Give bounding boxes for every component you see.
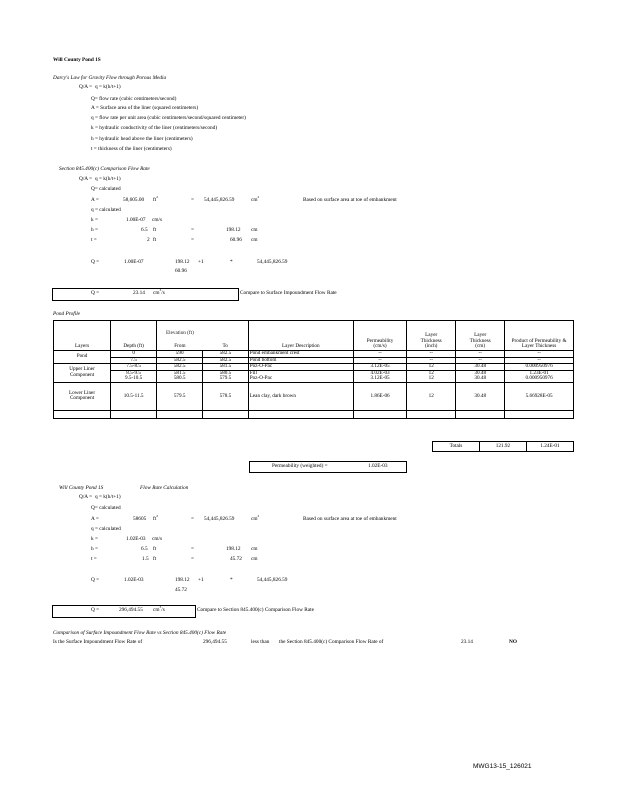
cell-desc: Poz-O-Pac	[248, 376, 353, 382]
page-title: Will County Pond 1S	[53, 57, 101, 63]
s1-h-unit: ft	[153, 227, 157, 233]
weighted-value: 1.02E-03	[368, 463, 388, 469]
s1-Q-star: *	[230, 259, 233, 265]
cell-thick-cm: 30.48	[456, 382, 505, 410]
cell-product: 0.000950976	[505, 364, 574, 371]
cell-perm: 3.12E-05	[353, 364, 406, 371]
s1-result-unit: $cm^3/s$	[153, 288, 165, 296]
header-permeability	[353, 321, 406, 351]
s1-A-cm-unit: $cm^2$	[251, 195, 260, 203]
cell-thick-cm: --	[456, 351, 505, 358]
profile-heading: Pond Profile	[53, 311, 81, 317]
header-thick-in-text: Layer Thickness (inch)	[420, 332, 442, 350]
header-thick-in	[407, 321, 456, 351]
s1-h-label: h =	[91, 227, 98, 233]
s2-q-calculated: Q= calculated	[91, 505, 121, 511]
darcy-def-A: A = Surface area of the liner (squared centimeters)	[91, 105, 199, 111]
s1-qa-right: q = k(h/t+1)	[95, 176, 121, 182]
s1-A-equals: =	[191, 197, 194, 203]
s2-Q-h: 198.12	[175, 577, 190, 583]
cell-desc: Pond bottom	[248, 357, 353, 364]
header-description: Layer Description	[248, 321, 353, 351]
cell-from: 580.5	[157, 376, 203, 382]
s1-Q-label: Q =	[91, 259, 100, 265]
layer-group-lower-text: Lower Liner Component	[69, 389, 96, 402]
cell-desc: Lean clay, dark brown	[248, 382, 353, 410]
s2-A-note: Based on surface area at toe of embankment	[303, 516, 397, 522]
s1-h-equals: =	[191, 227, 194, 233]
s2-h-unit: ft	[153, 546, 157, 552]
s1-Q-t: 60.96	[175, 268, 187, 274]
footer-document-id: MWG13-15_126021	[473, 763, 532, 770]
s1-result-note: Compare to Surface Impoundment Flow Rate	[240, 290, 337, 296]
s2-k-unit: cm/s	[152, 536, 163, 542]
darcy-formula-right: q = k(h/t+1)	[95, 84, 121, 90]
s1-Q-k: 1.00E-07	[124, 259, 144, 265]
cell-product: 5.66928E-05	[505, 382, 574, 410]
s1-Q-A: 54,445,826.59	[257, 259, 288, 265]
s2-t-value: 1.5	[142, 556, 149, 562]
s2-Q-plus: +1	[198, 577, 204, 583]
darcy-def-Q: Q= flow rate (cubic centimeters/second)	[91, 96, 177, 102]
cell-to: 582.5	[203, 351, 249, 358]
s2-q-label: q = calculated	[91, 526, 121, 532]
s1-t-cm: 60.96	[230, 237, 242, 243]
table-row	[54, 382, 574, 410]
s2-h-cmunit: cm	[251, 546, 258, 552]
s2-qa-right: q = k(h/t+1)	[95, 494, 121, 500]
cell-from: 581.5	[157, 370, 203, 376]
s2-result-label: Q =	[91, 607, 100, 613]
cell-from: 590	[157, 351, 203, 358]
darcy-def-q: q = flow rate per unit area (cubic centimeters/second/squared centimeter)	[91, 115, 246, 121]
s2-A-label: A =	[91, 516, 99, 522]
cell-to: 579.5	[203, 376, 249, 382]
comparison-heading: Comparison of Surface Impoundment Flow Rate vs Section 845.400(c) Flow Rate	[53, 630, 227, 636]
cell-thick-in: --	[407, 351, 456, 358]
table-row-blank	[54, 410, 574, 418]
cell-thick-in: 12	[407, 382, 456, 410]
header-permeability-text: Permeability (cm/s)	[366, 337, 394, 350]
darcy-def-k: k = hydraulic conductivity of the liner (centimeters/second)	[91, 125, 218, 131]
darcy-formula-left: Q/A =	[79, 84, 93, 90]
cell-desc: Poz-O-Pac	[248, 364, 353, 371]
section2-heading-right: Flow Rate Calculation	[140, 485, 189, 491]
layer-group-upper	[54, 364, 111, 383]
s1-result-value: 23.14	[133, 290, 145, 296]
cell-perm: --	[353, 351, 406, 358]
s2-qa-left: Q/A =	[79, 494, 93, 500]
cell-to: 578.5	[203, 382, 249, 410]
s1-q-calculated: Q= calculated	[91, 186, 121, 192]
cell-depth: 10.5-11.5	[111, 382, 157, 410]
weighted-label: Permeability (weighted) =	[272, 463, 328, 469]
s1-h-value: 6.5	[141, 227, 148, 233]
s1-A-cm-value: 54,445,826.59	[204, 197, 235, 203]
layer-group-lower	[54, 382, 111, 410]
cell-from: 579.5	[157, 382, 203, 410]
s1-Q-plus: +1	[198, 259, 204, 265]
s2-h-label: h =	[91, 546, 98, 552]
s1-k-unit: cm/s	[152, 217, 163, 223]
s2-t-cmunit: cm	[251, 556, 258, 562]
cell-thick-in: --	[407, 357, 456, 364]
s2-t-label: t =	[91, 556, 97, 562]
s2-k-value: 1.02E-03	[126, 536, 146, 542]
s1-A-unit: $ft^2$	[153, 195, 158, 203]
s1-t-cmunit: cm	[251, 237, 258, 243]
comparison-middle: the Section 845.400(c) Comparison Flow Rate of	[279, 639, 384, 645]
comparison-question: Is the Surface Impoundment Flow Rate of	[53, 639, 143, 645]
s1-qa-left: Q/A =	[79, 176, 93, 182]
s2-Q-star: *	[230, 577, 233, 583]
cell-perm: 3.12E-05	[353, 376, 406, 382]
cell-product: 1.23E-01	[505, 370, 574, 376]
cell-depth: 7.5-8.5	[111, 364, 157, 371]
s1-t-value: 2	[147, 237, 150, 243]
section1-heading: Section 845.400(c) Comparison Flow Rate	[59, 166, 150, 172]
cell-product: --	[505, 357, 574, 364]
cell-thick-in: 12	[407, 364, 456, 371]
layer-group-upper-text: Upper Liner Component	[69, 366, 95, 379]
s2-A-cm-value: 54,445,826.59	[204, 516, 235, 522]
s2-Q-t: 45.72	[175, 587, 187, 593]
s2-k-label: k =	[91, 536, 98, 542]
s2-h-value: 6.5	[141, 546, 148, 552]
s2-Q-A: 54,445,826.59	[257, 577, 288, 583]
s2-Q-label: Q =	[91, 577, 100, 583]
header-product-text: Product of Permeability & Layer Thickness	[511, 337, 567, 350]
totals-label: Totals	[433, 442, 480, 452]
cell-desc: Pond embankment crest	[248, 351, 353, 358]
cell-thick-cm: 30.48	[456, 370, 505, 376]
comparison-less-than: less than	[251, 639, 270, 645]
s2-A-value: 58605	[133, 516, 147, 522]
s1-result-box	[52, 288, 239, 301]
s1-A-value: 58,605.00	[123, 197, 145, 203]
cell-perm: 1.86E-06	[353, 382, 406, 410]
header-from: From	[174, 343, 186, 350]
s2-A-equals: =	[191, 516, 194, 522]
comparison-value1: 296,494.55	[203, 639, 227, 645]
cell-perm: --	[353, 357, 406, 364]
comparison-answer: NO	[509, 639, 517, 645]
darcy-def-h: h = hydraulic head above the liner (centimeters)	[91, 136, 193, 142]
s1-Q-h: 198.12	[175, 259, 190, 265]
s2-result-note: Compare to Section 845.400(c) Comparison Flow Rate	[197, 607, 314, 613]
comparison-value2: 23.14	[461, 639, 473, 645]
header-elevation: Elevation (ft)	[166, 329, 194, 336]
header-layers: Layers	[54, 321, 111, 351]
cell-thick-in: 12	[407, 370, 456, 376]
s1-t-unit: ft	[153, 237, 157, 243]
s1-result-label: Q =	[91, 290, 100, 296]
cell-depth: 7.5	[111, 357, 157, 364]
cell-thick-cm: 30.48	[456, 376, 505, 382]
s1-A-label: A =	[91, 197, 99, 203]
cell-thick-in: 12	[407, 376, 456, 382]
darcy-heading: Darcy's Law for Gravity Flow through Porous Media	[53, 75, 167, 81]
cell-to: 582.5	[203, 357, 249, 364]
cell-depth: 8.5-9.5	[111, 370, 157, 376]
s1-t-label: t =	[91, 237, 97, 243]
s1-A-note: Based on surface area at toe of embankment	[303, 197, 397, 203]
cell-depth: 9.5-10.5	[111, 376, 157, 382]
s1-k-value: 1.00E-07	[126, 217, 146, 223]
header-elev-from	[157, 321, 203, 351]
section2-heading-left: Will County Pond 1S	[59, 485, 104, 491]
darcy-def-t: t = thickness of the liner (centimeters)	[91, 146, 172, 152]
totals-table	[432, 441, 574, 452]
cell-thick-cm: 30.48	[456, 364, 505, 371]
s2-A-unit: $ft^2$	[153, 514, 158, 522]
cell-product: --	[505, 351, 574, 358]
s2-t-unit: ft	[153, 556, 157, 562]
header-thick-cm-text: Layer Thickness (cm)	[469, 332, 491, 350]
s1-h-cmunit: cm	[251, 227, 258, 233]
header-to: To	[203, 321, 249, 351]
cell-depth: 0	[111, 351, 157, 358]
cell-from: 582.5	[157, 357, 203, 364]
s2-Q-k: 1.02E-03	[124, 577, 144, 583]
header-thick-cm	[456, 321, 505, 351]
s2-result-value: 296,494.55	[119, 607, 143, 613]
s2-h-equals: =	[191, 546, 194, 552]
header-depth: Depth (ft)	[111, 321, 157, 351]
totals-product: 1.24E-01	[526, 442, 573, 452]
layer-group-pond: Pond	[54, 351, 111, 364]
s2-t-cm: 45.72	[230, 556, 242, 562]
s1-t-equals: =	[191, 237, 194, 243]
s2-h-cm: 198.12	[226, 546, 241, 552]
cell-product: 0.000950976	[505, 376, 574, 382]
s2-t-equals: =	[191, 556, 194, 562]
totals-cm: 121.92	[479, 442, 526, 452]
cell-perm: 4.02E-03	[353, 370, 406, 376]
header-product	[505, 321, 574, 351]
pond-profile-table	[53, 320, 574, 419]
s2-A-cm-unit: $cm^2$	[251, 514, 260, 522]
cell-to: 581.5	[203, 364, 249, 371]
s1-h-cm: 198.12	[226, 227, 241, 233]
cell-thick-cm: --	[456, 357, 505, 364]
cell-from: 582.5	[157, 364, 203, 371]
cell-to: 580.5	[203, 370, 249, 376]
s2-result-unit: $cm^3/s$	[153, 605, 165, 613]
s1-k-label: k =	[91, 217, 98, 223]
cell-desc: Fill	[248, 370, 353, 376]
s1-q-label: q = calculated	[91, 207, 121, 213]
